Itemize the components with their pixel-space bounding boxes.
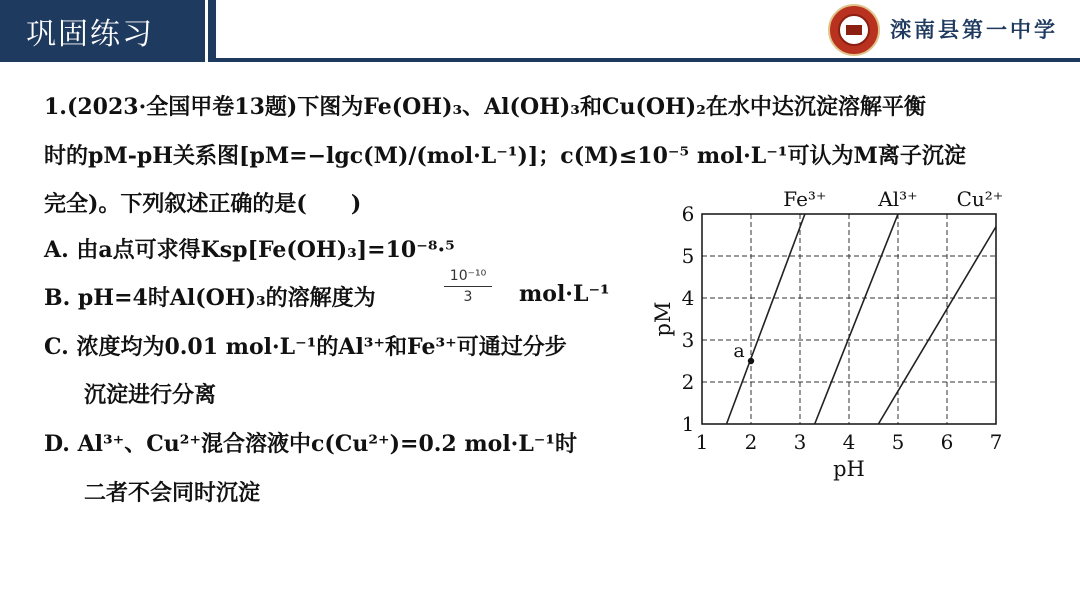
option-b-fraction (440, 268, 496, 312)
title-banner (0, 0, 205, 62)
title-accent-bar (208, 0, 216, 62)
x-tick-label: 7 (989, 430, 1003, 454)
fraction-bar (444, 286, 492, 287)
y-tick-label: 1 (681, 412, 695, 436)
y-tick-label: 4 (681, 286, 695, 310)
y-axis-label: pM (651, 301, 675, 337)
pm-ph-chart (650, 178, 1050, 488)
x-tick-label: 1 (695, 430, 709, 454)
y-tick-label: 2 (681, 370, 695, 394)
emblem-inner (838, 14, 870, 46)
option-c-line-2: 沉淀进行分离 (84, 382, 217, 408)
y-tick-label: 5 (681, 244, 695, 268)
emblem-building (846, 25, 862, 35)
question-line-2: 时的pM-pH关系图[pM=−lgc(M)/(mol·L⁻¹)]；c(M)≤10⁻⁵ mol·L⁻¹可认为M离子沉淀 (44, 143, 966, 169)
x-tick-label: 5 (891, 430, 905, 454)
question-line-3: 完全)。下列叙述正确的是( ) (44, 191, 362, 217)
school-emblem-icon (828, 4, 880, 56)
series-line (815, 214, 898, 424)
option-d-line-2: 二者不会同时沉淀 (84, 480, 261, 506)
option-b-prefix: B. pH=4时Al(OH)₃的溶解度为 (44, 285, 376, 311)
x-tick-label: 2 (744, 430, 758, 454)
x-tick-label: 6 (940, 430, 954, 454)
header-divider (216, 58, 1080, 62)
option-b-unit: mol·L⁻¹ (519, 281, 610, 307)
x-tick-label: 4 (842, 430, 856, 454)
option-a: A. 由a点可求得Ksp[Fe(OH)₃]=10⁻⁸·⁵ (44, 237, 455, 263)
series-label: Fe³⁺ (783, 187, 827, 211)
y-tick-label: 3 (681, 328, 695, 352)
option-d-line-1: D. Al³⁺、Cu²⁺混合溶液中c(Cu²⁺)=0.2 mol·L⁻¹时 (44, 431, 578, 457)
fraction-numerator: 10⁻¹⁰ (449, 268, 487, 284)
y-tick-label: 6 (681, 202, 695, 226)
point-a-marker (748, 358, 754, 364)
slide-header (0, 0, 1080, 62)
series-line (727, 214, 805, 424)
series-label: Al³⁺ (878, 187, 918, 211)
slide-title: 巩固练习 (26, 17, 154, 52)
fraction-denominator: 3 (463, 289, 473, 305)
school-name: 滦南县第一中学 (890, 17, 1058, 42)
option-c-line-1: C. 浓度均为0.01 mol·L⁻¹的Al³⁺和Fe³⁺可通过分步 (44, 334, 567, 360)
question-line-1: 1.(2023·全国甲卷13题)下图为Fe(OH)₃、Al(OH)₃和Cu(OH)₂在水中达沉淀溶解平衡 (44, 94, 926, 120)
series-label: Cu²⁺ (956, 187, 1004, 211)
point-a-label: a (733, 340, 745, 362)
x-tick-label: 3 (793, 430, 807, 454)
x-axis-label: pH (833, 457, 865, 481)
